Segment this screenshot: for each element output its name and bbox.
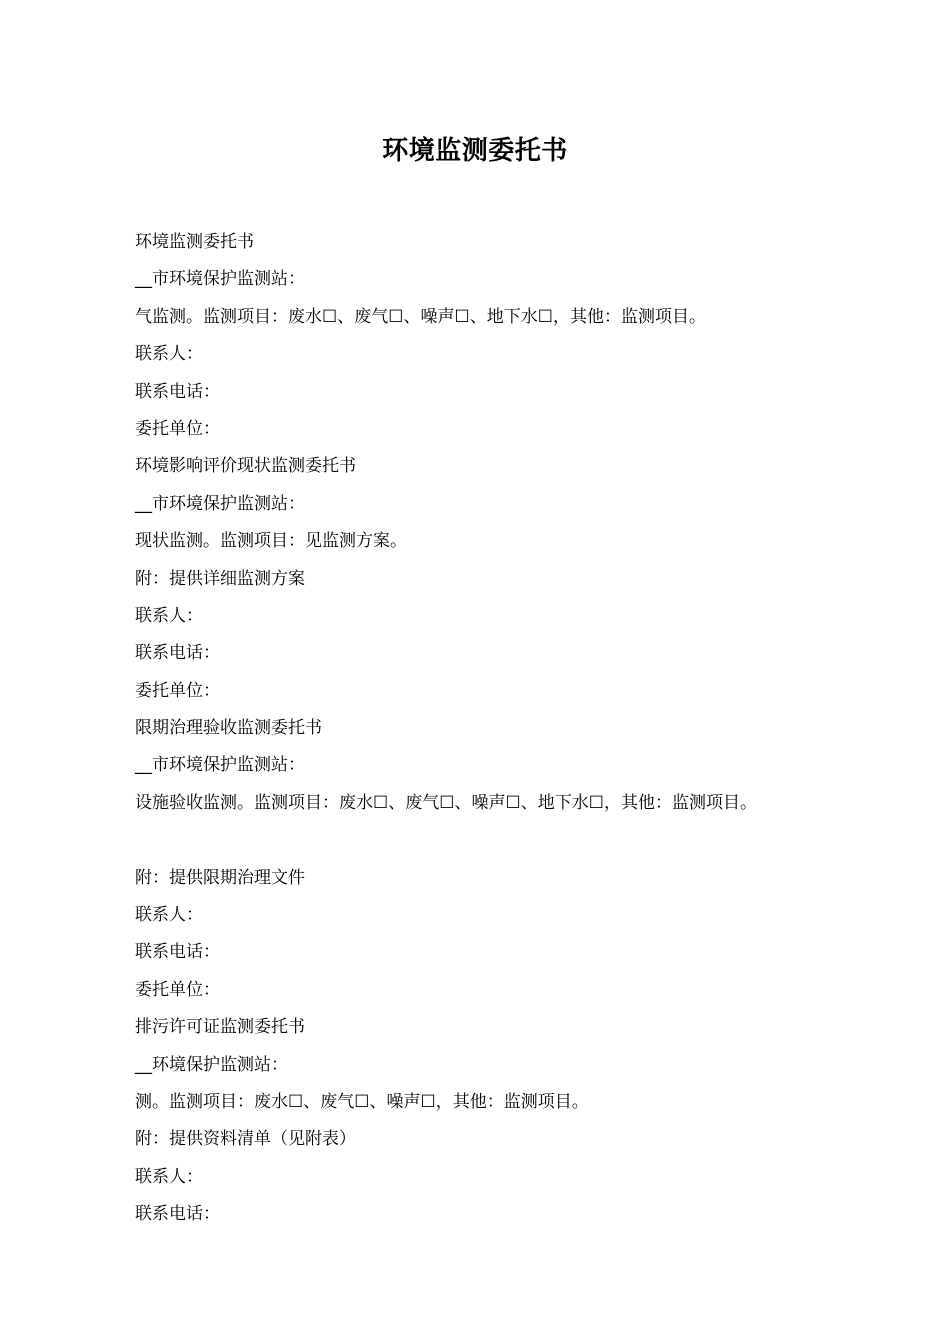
attachment-line: 附：提供资料清单（见附表） xyxy=(135,1129,356,1150)
contact-phone-line: 联系电话： xyxy=(135,942,220,963)
section-heading: 环境监测委托书 xyxy=(135,232,254,252)
contact-person-line: 联系人： xyxy=(135,344,203,365)
addressee-line: __市环境保护监测站： xyxy=(135,269,305,290)
addressee-line: __环境保护监测站： xyxy=(135,1054,288,1075)
contact-phone-line: 联系电话： xyxy=(135,1204,220,1225)
monitoring-items-line: 测。监测项目：废水☐、废气☐、噪声☐，其他：监测项目。 xyxy=(135,1091,589,1112)
attachment-line: 附：提供详细监测方案 xyxy=(135,568,305,589)
section-heading: 环境影响评价现状监测委托书 xyxy=(135,456,356,477)
contact-phone-line: 联系电话： xyxy=(135,381,220,402)
document-title: 环境监测委托书 xyxy=(382,136,568,166)
client-unit-line: 委托单位： xyxy=(135,979,220,1000)
contact-person-line: 联系人： xyxy=(135,905,203,926)
section-heading: 限期治理验收监测委托书 xyxy=(135,718,322,739)
client-unit-line: 委托单位： xyxy=(135,680,220,701)
monitoring-items-line: 设施验收监测。监测项目：废水☐、废气☐、噪声☐、地下水☐，其他：监测项目。 xyxy=(135,792,757,813)
document-body xyxy=(135,224,915,1234)
blank-line xyxy=(135,822,915,859)
contact-person-line: 联系人： xyxy=(135,605,203,626)
contact-person-line: 联系人： xyxy=(135,1166,203,1187)
attachment-line: 附：提供限期治理文件 xyxy=(135,867,305,888)
contact-phone-line: 联系电话： xyxy=(135,643,220,664)
monitoring-items-line: 气监测。监测项目：废水☐、废气☐、噪声☐、地下水☐，其他：监测项目。 xyxy=(135,306,706,327)
addressee-line: __市环境保护监测站： xyxy=(135,493,305,514)
monitoring-items-line: 现状监测。监测项目：见监测方案。 xyxy=(135,531,407,552)
section-heading: 排污许可证监测委托书 xyxy=(135,1017,305,1038)
addressee-line: __市环境保护监测站： xyxy=(135,755,305,776)
client-unit-line: 委托单位： xyxy=(135,418,220,439)
